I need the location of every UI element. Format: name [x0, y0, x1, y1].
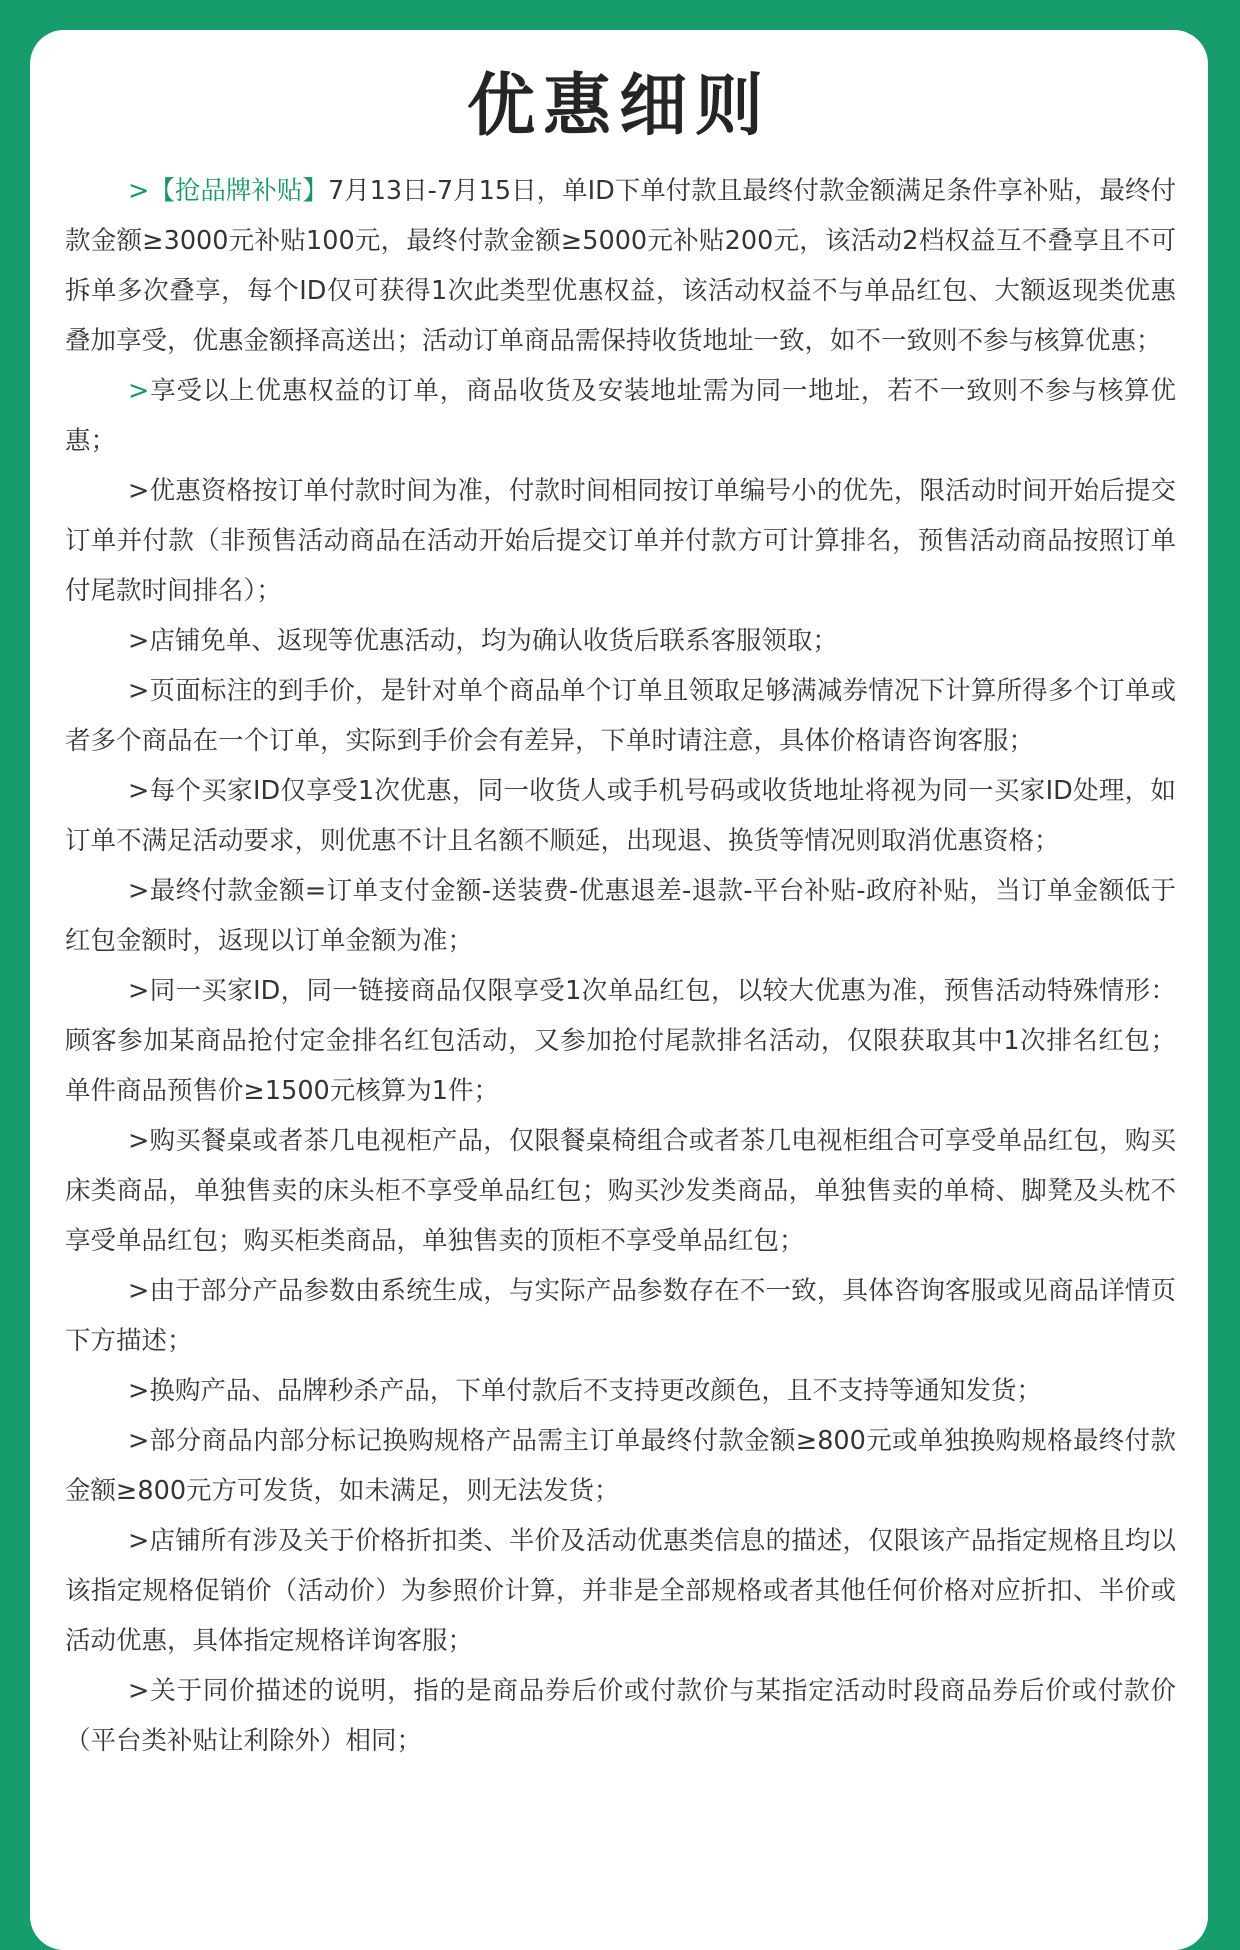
- rule-text: 享受以上优惠权益的订单，商品收货及安装地址需为同一地址，若不一致则不参与核算优惠；: [65, 376, 1176, 456]
- rule-marker: >: [128, 1276, 150, 1306]
- rule-text: 关于同价描述的说明，指的是商品券后价或付款价与某指定活动时段商品券后价或付款价（平台类补贴让利除外）相同；: [65, 1676, 1176, 1756]
- rule-text: 每个买家ID仅享受1次优惠，同一收货人或手机号码或收货地址将视为同一买家ID处理，如订单不满足活动要求，则优惠不计且名额不顺延，出现退、换货等情况则取消优惠资格；: [65, 776, 1176, 856]
- rule-marker: >: [128, 976, 150, 1006]
- rule-item: [65, 1416, 1176, 1516]
- rule-item: [65, 1516, 1176, 1666]
- rule-marker: >: [128, 876, 150, 906]
- rule-item: [65, 166, 1176, 366]
- rule-text: 店铺所有涉及关于价格折扣类、半价及活动优惠类信息的描述，仅限该产品指定规格且均以该指定规格促销价（活动价）为参照价计算，并非是全部规格或者其他任何价格对应折扣、半价或活动优惠，具体指定规格详询客服；: [65, 1526, 1176, 1656]
- rule-item: [65, 1666, 1176, 1766]
- rule-text: 页面标注的到手价，是针对单个商品单个订单且领取足够满减券情况下计算所得多个订单或者多个商品在一个订单，实际到手价会有差异，下单时请注意，具体价格请咨询客服；: [65, 676, 1176, 756]
- rule-marker: >: [128, 1126, 150, 1156]
- rule-marker: >: [128, 176, 150, 206]
- page-title: 优惠细则: [466, 67, 771, 146]
- rule-text: 最终付款金额=订单支付金额-送装费-优惠退差-退款-平台补贴-政府补贴，当订单金额低于红包金额时，返现以订单金额为准；: [65, 876, 1176, 956]
- rule-tag: 【抢品牌补贴】: [149, 176, 328, 206]
- rule-item: [65, 766, 1176, 866]
- rule-item: [65, 466, 1176, 616]
- rules-card: [30, 30, 1208, 1950]
- rule-text: 购买餐桌或者茶几电视柜产品，仅限餐桌椅组合或者茶几电视柜组合可享受单品红包，购买床类商品，单独售卖的床头柜不享受单品红包；购买沙发类商品，单独售卖的单椅、脚凳及头枕不享受单品红包；购买柜类商品，单独售卖的顶柜不享受单品红包；: [65, 1126, 1176, 1256]
- rule-text: 7月13日-7月15日，单ID下单付款且最终付款金额满足条件享补贴，最终付款金额≥3000元补贴100元，最终付款金额≥5000元补贴200元，该活动2档权益互不叠享且不可拆单多次叠享，每个ID仅可获得1次此类型优惠权益，该活动权益不与单品红包、大额返现类优惠叠加享受，优惠金额择高送出；活动订单商品需保持收货地址一致，如不一致则不参与核算优惠；: [65, 176, 1176, 356]
- rule-text: 部分商品内部分标记换购规格产品需主订单最终付款金额≥800元或单独换购规格最终付款金额≥800元方可发货，如未满足，则无法发货；: [65, 1426, 1176, 1506]
- rule-marker: >: [128, 776, 150, 806]
- rule-text: 换购产品、品牌秒杀产品，下单付款后不支持更改颜色，且不支持等通知发货；: [149, 1376, 1042, 1406]
- rule-marker: >: [128, 1676, 150, 1706]
- rule-item: [65, 616, 1176, 666]
- rule-marker: >: [128, 676, 150, 706]
- rule-item: [65, 366, 1176, 466]
- rule-item: [65, 866, 1176, 966]
- rule-item: [65, 1266, 1176, 1366]
- rule-item: [65, 666, 1176, 766]
- rule-text: 由于部分产品参数由系统生成，与实际产品参数存在不一致，具体咨询客服或见商品详情页下方描述；: [65, 1276, 1176, 1356]
- rule-marker: >: [128, 1376, 150, 1406]
- rule-marker: >: [128, 476, 150, 506]
- rule-item: [65, 1116, 1176, 1266]
- rule-text: 优惠资格按订单付款时间为准，付款时间相同按订单编号小的优先，限活动时间开始后提交订单并付款（非预售活动商品在活动开始后提交订单并付款方可计算排名，预售活动商品按照订单付尾款时间排名）；: [65, 476, 1176, 606]
- rule-item: [65, 966, 1176, 1116]
- rule-marker: >: [128, 626, 150, 656]
- rule-item: [65, 1366, 1176, 1416]
- rule-marker: >: [128, 1526, 150, 1556]
- rule-text: 店铺免单、返现等优惠活动，均为确认收货后联系客服领取；: [149, 626, 838, 656]
- rules-list: [30, 166, 1208, 1766]
- rule-text: 同一买家ID，同一链接商品仅限享受1次单品红包，以较大优惠为准，预售活动特殊情形：顾客参加某商品抢付定金排名红包活动，又参加抢付尾款排名活动，仅限获取其中1次排名红包；单件商品预售价≥1500元核算为1件；: [65, 976, 1176, 1106]
- rule-marker: >: [128, 376, 150, 406]
- rule-marker: >: [128, 1426, 150, 1456]
